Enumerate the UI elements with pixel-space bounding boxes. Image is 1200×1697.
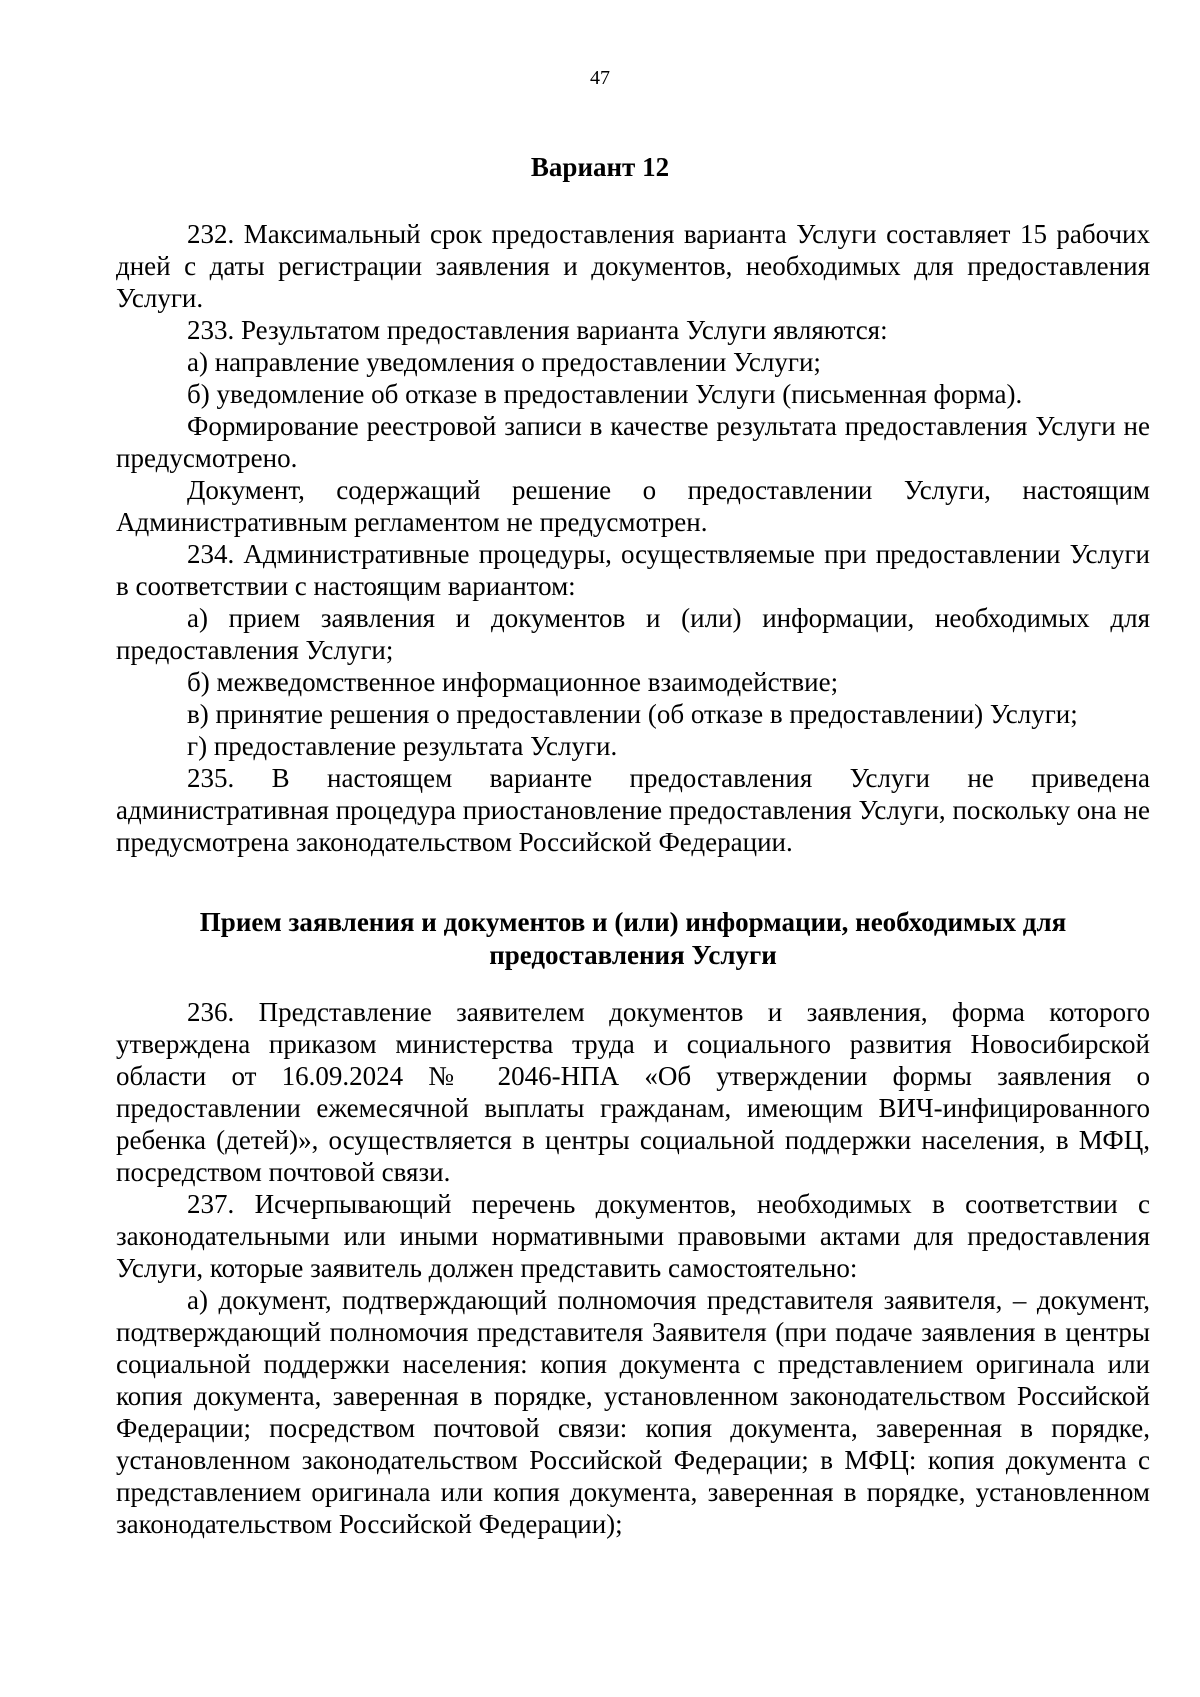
section-heading (116, 906, 1150, 972)
paragraph-235: 235. В настоящем варианте предоставления Услуги не приведена административная процедура приостановление предоставления Услуги, поскольку она не предусмотрена законодательством Российской Федерации. (116, 763, 1150, 857)
paragraph-233: 233. Результатом предоставления варианта Услуги являются: (187, 315, 888, 345)
list-item-234-g: г) предоставление результата Услуги. (187, 731, 618, 761)
list-item-234-a: а) прием заявления и документов и (или) информации, необходимых для предоставления Услуги; (116, 603, 1150, 665)
paragraph-232: 232. Максимальный срок предоставления варианта Услуги составляет 15 рабочих дней с даты регистрации заявления и документов, необходимых для предоставления Услуги. (116, 219, 1150, 313)
paragraph-decision-note: Документ, содержащий решение о предоставлении Услуги, настоящим Административным регламентом не предусмотрен. (116, 475, 1150, 537)
section-two-body (116, 996, 1150, 1540)
list-item-233-a: а) направление уведомления о предоставлении Услуги; (187, 347, 821, 377)
section-heading-line-2: предоставления Услуги (489, 940, 777, 970)
list-item-234-v: в) принятие решения о предоставлении (об отказе в предоставлении) Услуги; (187, 699, 1078, 729)
paragraph-registry-note: Формирование реестровой записи в качестве результата предоставления Услуги не предусмотрено. (116, 411, 1150, 473)
section-heading-line-1: Прием заявления и документов и (или) информации, необходимых для (199, 907, 1067, 937)
page-title: Вариант 12 (530, 152, 670, 182)
paragraph-234: 234. Административные процедуры, осуществляемые при предоставлении Услуги в соответствии с настоящим вариантом: (116, 539, 1150, 601)
paragraph-237: 237. Исчерпывающий перечень документов, необходимых в соответствии с законодательными или иными нормативными правовыми актами для предоставления Услуги, которые заявитель должен представить самостоятельно: (116, 1189, 1150, 1283)
page-number: 47 (590, 67, 610, 89)
list-item-233-b: б) уведомление об отказе в предоставлении Услуги (письменная форма). (187, 379, 1023, 409)
list-item-237-a: а) документ, подтверждающий полномочия представителя заявителя, – документ, подтверждающий полномочия представителя Заявителя (при подаче заявления в центры социальной поддержки населения: копия документа с представлением оригинала или копия документа, заверенная в порядке, установленном законодательством Российской Федерации; посредством почтовой связи: копия документа, заверенная в порядке, установленном законодательством Российской Федерации; в МФЦ: копия документа с представлением оригинала или копия документа, заверенная в порядке, установленном законодательством Российской Федерации); (116, 1285, 1150, 1539)
section-one-body (116, 218, 1150, 858)
list-item-234-b: б) межведомственное информационное взаимодействие; (187, 667, 839, 697)
paragraph-236: 236. Представление заявителем документов и заявления, форма которого утверждена приказом министерства труда и социального развития Новосибирской области от 16.09.2024 № 2046-НПА «Об утверждении формы заявления о предоставлении ежемесячной выплаты гражданам, имеющим ВИЧ-инфицированного ребенка (детей)», осуществляется в центры социальной поддержки населения, в МФЦ, посредством почтовой связи. (116, 997, 1150, 1187)
